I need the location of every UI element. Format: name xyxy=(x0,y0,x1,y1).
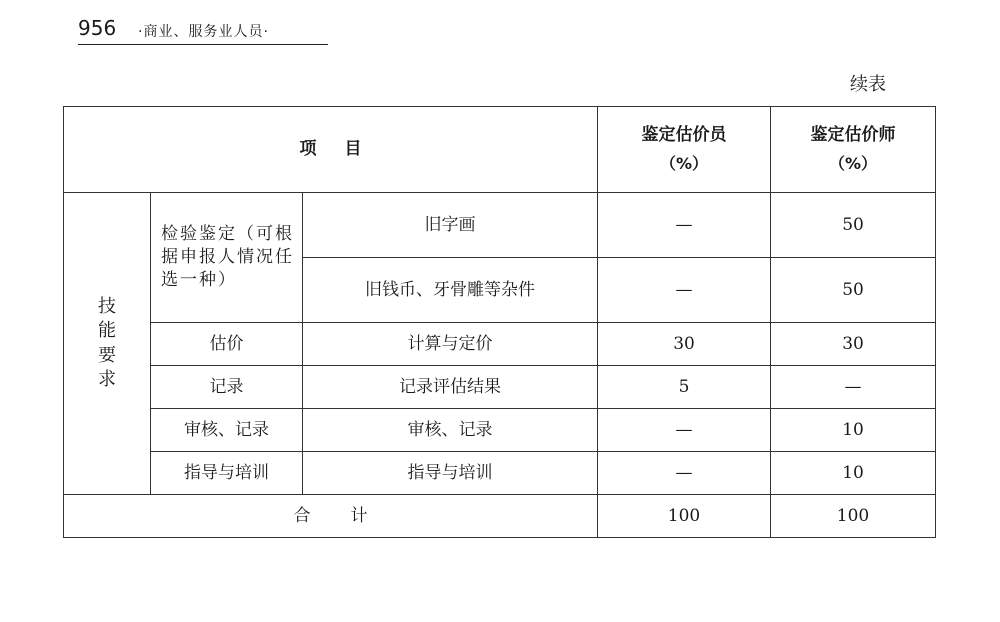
category-cell: 检验鉴定（可根据申报人情况任选一种） xyxy=(151,193,303,323)
table-row xyxy=(64,323,936,366)
appraiser-cell: — xyxy=(598,258,771,323)
table-row xyxy=(64,409,936,452)
running-head: ·商业、服务业人员· xyxy=(138,24,269,40)
appraiser-cell: 30 xyxy=(598,323,771,366)
group-label: 技能要求 xyxy=(98,295,116,390)
appraiser-cell: — xyxy=(598,409,771,452)
table-row xyxy=(64,366,936,409)
weight-table xyxy=(63,106,936,538)
master-cell: 10 xyxy=(771,409,936,452)
total-label-cell xyxy=(64,495,598,538)
header-master-unit: （%） xyxy=(829,154,878,174)
page-number: 956 xyxy=(78,16,117,40)
header-appraiser-label: 鉴定估价员 xyxy=(641,125,727,146)
item-cell: 审核、记录 xyxy=(303,409,598,452)
master-cell: 50 xyxy=(771,193,936,258)
continued-label: 续表 xyxy=(850,74,886,95)
header-appraiser xyxy=(598,107,771,193)
category-cell: 记录 xyxy=(151,366,303,409)
item-cell: 旧钱币、牙骨雕等杂件 xyxy=(303,258,598,323)
item-cell: 计算与定价 xyxy=(303,323,598,366)
appraiser-cell: 5 xyxy=(598,366,771,409)
total-label: 合计 xyxy=(293,505,408,526)
page-header xyxy=(78,14,328,45)
table-header-row xyxy=(64,107,936,193)
master-cell: 50 xyxy=(771,258,936,323)
master-cell: 10 xyxy=(771,452,936,495)
item-cell: 旧字画 xyxy=(303,193,598,258)
item-cell: 指导与培训 xyxy=(303,452,598,495)
appraiser-cell: — xyxy=(598,452,771,495)
header-project-label: 项目 xyxy=(299,139,390,160)
master-cell: — xyxy=(771,366,936,409)
total-appraiser-cell: 100 xyxy=(598,495,771,538)
header-project xyxy=(64,107,598,193)
table-row xyxy=(64,193,936,258)
table-row xyxy=(64,452,936,495)
master-cell: 30 xyxy=(771,323,936,366)
header-appraiser-unit: （%） xyxy=(660,154,709,174)
item-cell: 记录评估结果 xyxy=(303,366,598,409)
total-row xyxy=(64,495,936,538)
category-cell: 审核、记录 xyxy=(151,409,303,452)
appraiser-cell: — xyxy=(598,193,771,258)
total-master-cell: 100 xyxy=(771,495,936,538)
header-master-label: 鉴定估价师 xyxy=(810,125,896,146)
header-master xyxy=(771,107,936,193)
category-cell: 指导与培训 xyxy=(151,452,303,495)
category-cell: 估价 xyxy=(151,323,303,366)
group-cell xyxy=(64,193,151,495)
